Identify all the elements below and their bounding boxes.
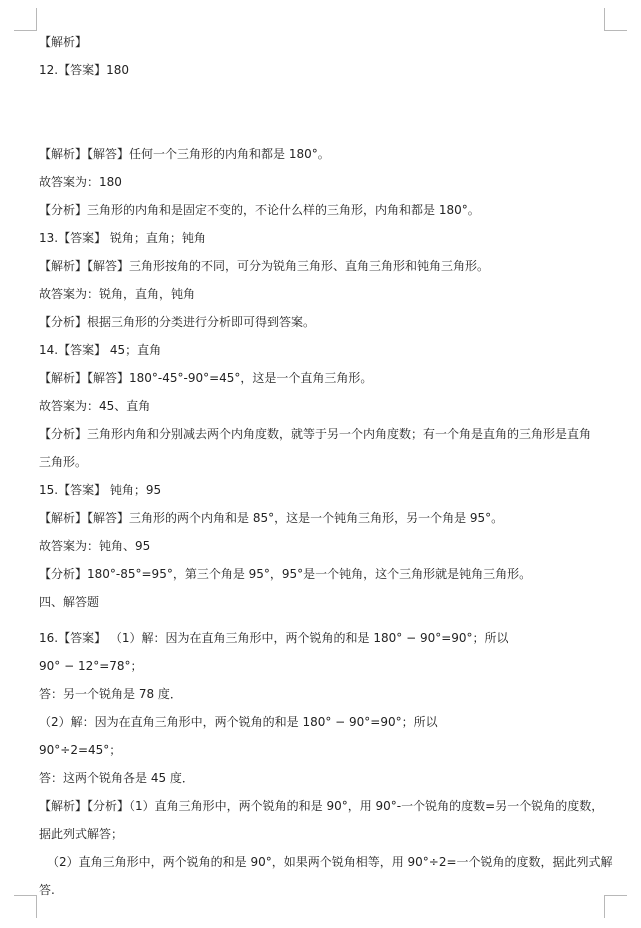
q16-part2-calc: 90°÷2=45°； <box>39 743 122 757</box>
q12-reasoning: 【分析】三角形的内角和是固定不变的，不论什么样的三角形，内角和都是 180°。 <box>39 203 480 217</box>
q16-part1-result: 答：另一个锐角是 78 度． <box>39 687 182 701</box>
q12-final: 故答案为：180 <box>39 175 122 189</box>
q15-answer: 15.【答案】 钝角；95 <box>39 483 162 497</box>
q13-answer: 13.【答案】 锐角；直角；钝角 <box>39 231 206 245</box>
q13-analysis: 【解析】【解答】三角形按角的不同，可分为锐角三角形、直角三角形和钝角三角形。 <box>39 259 490 273</box>
q12-analysis: 【解析】【解答】任何一个三角形的内角和都是 180°。 <box>39 147 330 161</box>
q15-final: 故答案为：钝角、95 <box>39 539 151 553</box>
q16-answer-part2: （2）解：因为在直角三角形中，两个锐角的和是 180° − 90°=90°；所以 <box>39 715 438 729</box>
q16-part1-calc: 90° − 12°=78°； <box>39 659 143 673</box>
q16-analysis-line-1: 【解析】【分析】（1）直角三角形中，两个锐角的和是 90°，用 90°-一个锐角的度数=另一个锐角的度数， <box>39 799 604 813</box>
q14-reasoning-line-2: 三角形。 <box>39 455 88 469</box>
q14-final: 故答案为：45、直角 <box>39 399 151 413</box>
page-corner-mark-top-right <box>604 8 627 31</box>
q16-answer-part1: 16.【答案】 （1）解：因为在直角三角形中，两个锐角的和是 180° − 90°=90°；所以 <box>39 631 509 645</box>
q16-analysis-line-2: 据此列式解答； <box>39 827 124 841</box>
q13-reasoning: 【分析】根据三角形的分类进行分析即可得到答案。 <box>39 315 316 329</box>
document-body <box>39 34 629 910</box>
section-heading-solve: 四、解答题 <box>39 595 100 609</box>
q16-analysis-line-3: （2）直角三角形中，两个锐角的和是 90°，如果两个锐角相等，用 90°÷2=一个锐角的度数，据此列式解 <box>47 855 613 869</box>
analysis-heading: 【解析】 <box>39 35 88 49</box>
q15-reasoning: 【分析】180°-85°=95°，第三个角是 95°，95°是一个钝角，这个三角形就是钝角三角形。 <box>39 567 532 581</box>
q14-answer: 14.【答案】 45；直角 <box>39 343 162 357</box>
page-corner-mark-top-left <box>14 8 37 31</box>
q14-analysis: 【解析】【解答】180°-45°-90°=45°，这是一个直角三角形。 <box>39 371 373 385</box>
page-corner-mark-bottom-left <box>14 895 37 918</box>
q16-part2-result: 答：这两个锐角各是 45 度． <box>39 771 194 785</box>
q15-analysis: 【解析】【解答】三角形的两个内角和是 85°，这是一个钝角三角形，另一个角是 95°。 <box>39 511 504 525</box>
q13-final: 故答案为：锐角，直角，钝角 <box>39 287 196 301</box>
q16-analysis-line-4: 答. <box>39 883 55 897</box>
q14-reasoning-line-1: 【分析】三角形内角和分别减去两个内角度数，就等于另一个内角度数；有一个角是直角的三角形是直角 <box>39 427 592 441</box>
q12-answer: 12.【答案】180 <box>39 63 129 77</box>
